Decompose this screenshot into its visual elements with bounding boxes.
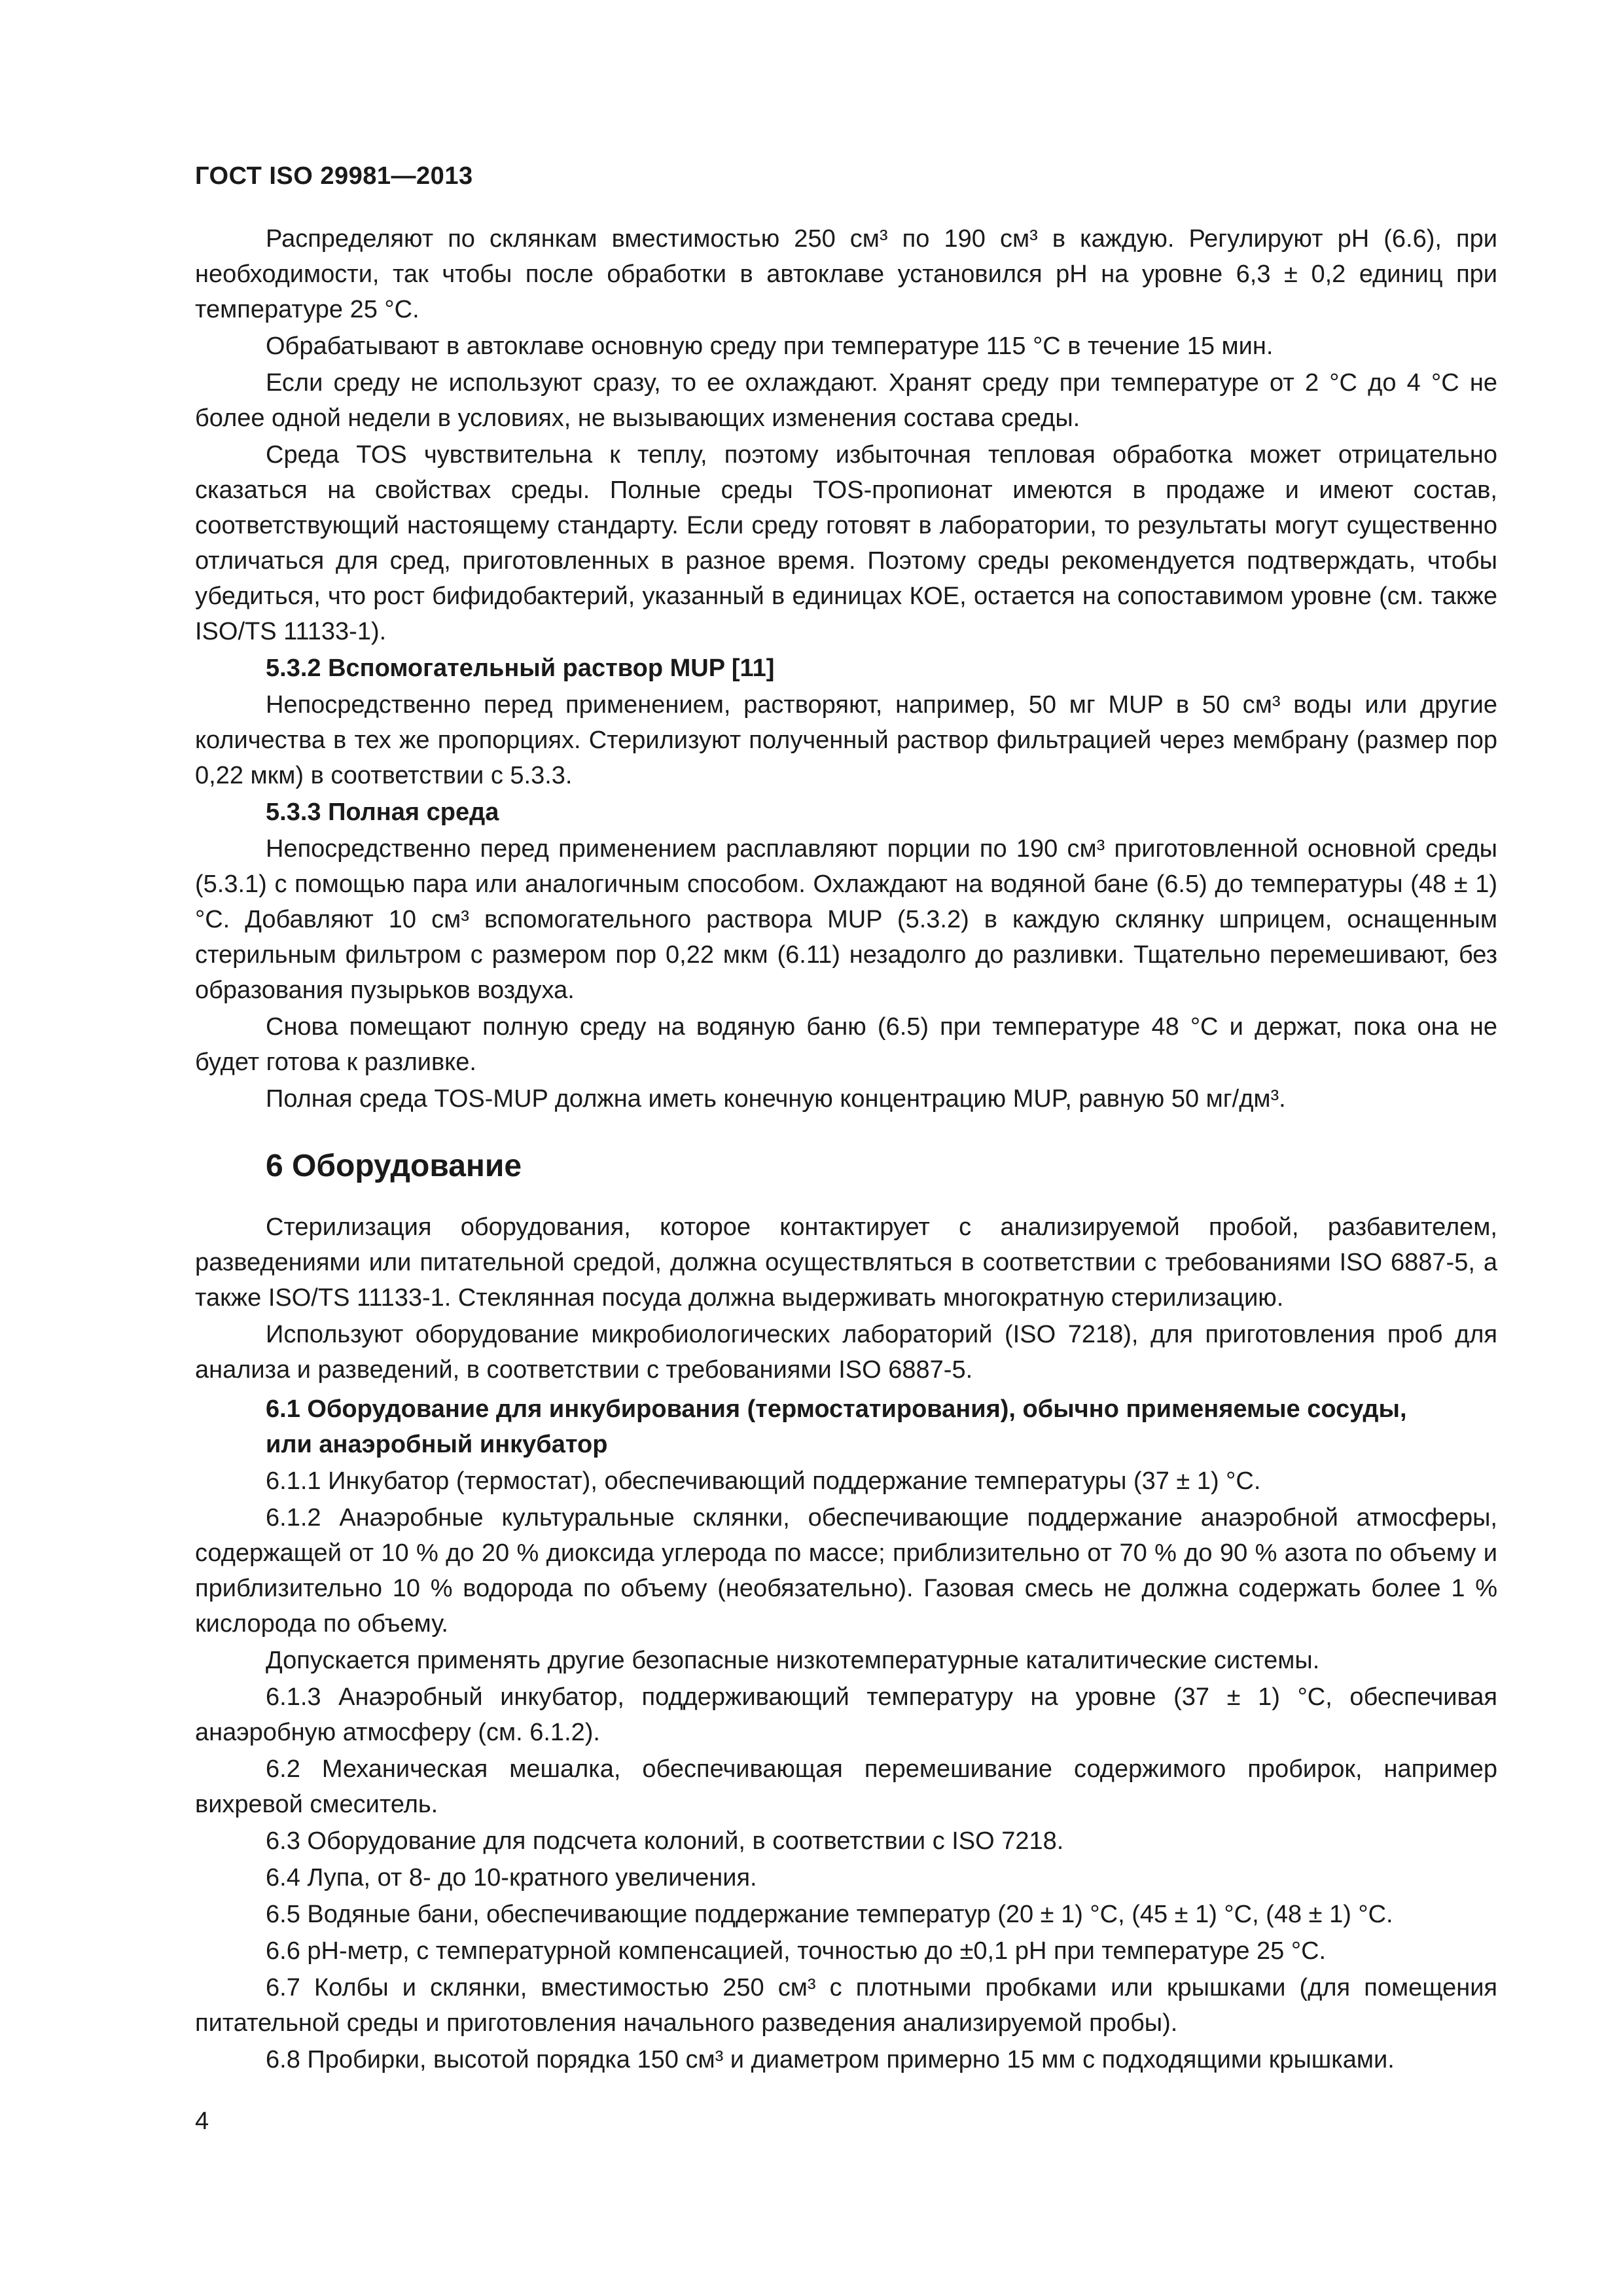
document-header-code: ГОСТ ISO 29981—2013 (195, 162, 473, 190)
subsection-heading-5-3-3: 5.3.3 Полная среда (266, 798, 499, 826)
subsection-heading-6-1: 6.1 Оборудование для инкубирования (термостатирования), обычно применяемые сосуды, или анаэробный инкубатор (266, 1395, 1407, 1458)
paragraph: Снова помещают полную среду на водяную баню (6.5) при температуре 48 °С и держат, пока она не будет готова к разливке. (195, 1013, 1497, 1076)
paragraph: Распределяют по склянкам вместимостью 250 см³ по 190 см³ в каждую. Регулируют рН (6.6), при необходимости, так чтобы после обработки в автоклаве установился рН на уровне 6,3 ± 0,2 единиц при температуре 25 °С. (195, 225, 1497, 323)
document-body (195, 221, 1497, 2079)
paragraph: 6.1.3 Анаэробный инкубатор, поддерживающий температуру на уровне (37 ± 1) °С, обеспечивая анаэробную атмосферу (см. 6.1.2). (195, 1683, 1497, 1746)
paragraph: 6.8 Пробирки, высотой порядка 150 см³ и диаметром примерно 15 мм с подходящими крышками. (266, 2046, 1395, 2073)
paragraph: 6.6 рН-метр, с температурной компенсацией, точностью до ±0,1 рН при температуре 25 °С. (266, 1937, 1327, 1965)
paragraph: 6.1.2 Анаэробные культуральные склянки, обеспечивающие поддержание анаэробной атмосферы, содержащей от 10 % до 20 % диоксида углерода по массе; приблизительно от 70 % до 90 % азота по объему и приблизительно 10 % водорода по объему (необязательно). Газовая смесь не должна содержать более 1 % кислорода по объему. (195, 1504, 1497, 1638)
paragraph: 6.5 Водяные бани, обеспечивающие поддержание температур (20 ± 1) °С, (45 ± 1) °С, (48 ± 1) °С. (266, 1901, 1393, 1928)
paragraph: Стерилизация оборудования, которое контактирует с анализируемой пробой, разбавителем, разведениями или питательной средой, должна осуществляться в соответствии с требованиями ISO 6887-5, а также ISO/TS 11133-1. Стеклянная посуда должна выдерживать многократную стерилизацию. (195, 1213, 1497, 1312)
section-heading-6: 6 Оборудование (266, 1149, 522, 1183)
paragraph: Среда TOS чувствительна к теплу, поэтому избыточная тепловая обработка может отрицательно сказаться на свойствах среды. Полные среды TOS-пропионат имеются в продаже и имеют состав, соответствующий настоящему стандарту. Если среду готовят в лаборатории, то результаты могут существенно отличаться для сред, приготовленных в разное время. Поэтому среды рекомендуется подтверждать, чтобы убедиться, что рост бифидобактерий, указанный в единицах КОЕ, остается на сопоставимом уровне (см. также ISO/TS 11133-1). (195, 441, 1497, 645)
paragraph: Допускается применять другие безопасные низкотемпературные каталитические системы. (266, 1647, 1320, 1674)
page-number: 4 (195, 2108, 209, 2135)
paragraph: 6.1.1 Инкубатор (термостат), обеспечивающий поддержание температуры (37 ± 1) °С. (266, 1467, 1261, 1495)
paragraph: Используют оборудование микробиологических лабораторий (ISO 7218), для приготовления проб для анализа и разведений, в соответствии с требованиями ISO 6887-5. (195, 1321, 1497, 1384)
paragraph: 6.3 Оборудование для подсчета колоний, в соответствии с ISO 7218. (266, 1827, 1064, 1855)
paragraph: 6.4 Лупа, от 8- до 10-кратного увеличения. (266, 1864, 757, 1892)
paragraph: Полная среда TOS-MUP должна иметь конечную концентрацию MUP, равную 50 мг/дм³. (266, 1085, 1286, 1113)
paragraph: Непосредственно перед применением расплавляют порции по 190 см³ приготовленной основной среды (5.3.1) с помощью пара или аналогичным способом. Охлаждают на водяной бане (6.5) до температуры (48 ± 1) °С. Добавляют 10 см³ вспомогательного раствора MUP (5.3.2) в каждую склянку шприцем, оснащенным стерильным фильтром с размером пор 0,22 мкм (6.11) незадолго до разливки. Тщательно перемешивают, без образования пузырьков воздуха. (195, 835, 1497, 1004)
paragraph: 6.2 Механическая мешалка, обеспечивающая перемешивание содержимого пробирок, например вихревой смеситель. (195, 1755, 1497, 1818)
paragraph: Непосредственно перед применением, растворяют, например, 50 мг MUP в 50 см³ воды или другие количества в тех же пропорциях. Стерилизуют полученный раствор фильтрацией через мембрану (размер пор 0,22 мкм) в соответствии с 5.3.3. (195, 691, 1497, 789)
paragraph: Обрабатывают в автоклаве основную среду при температуре 115 °С в течение 15 мин. (266, 332, 1274, 360)
subsection-heading-5-3-2: 5.3.2 Вспомогательный раствор MUP [11] (266, 655, 775, 682)
paragraph: Если среду не используют сразу, то ее охлаждают. Хранят среду при температуре от 2 °С до 4 °С не более одной недели в условиях, не вызывающих изменения состава среды. (195, 369, 1497, 432)
paragraph: 6.7 Колбы и склянки, вместимостью 250 см³ с плотными пробками или крышками (для помещения питательной среды и приготовления начального разведения анализируемой пробы). (195, 1974, 1497, 2037)
